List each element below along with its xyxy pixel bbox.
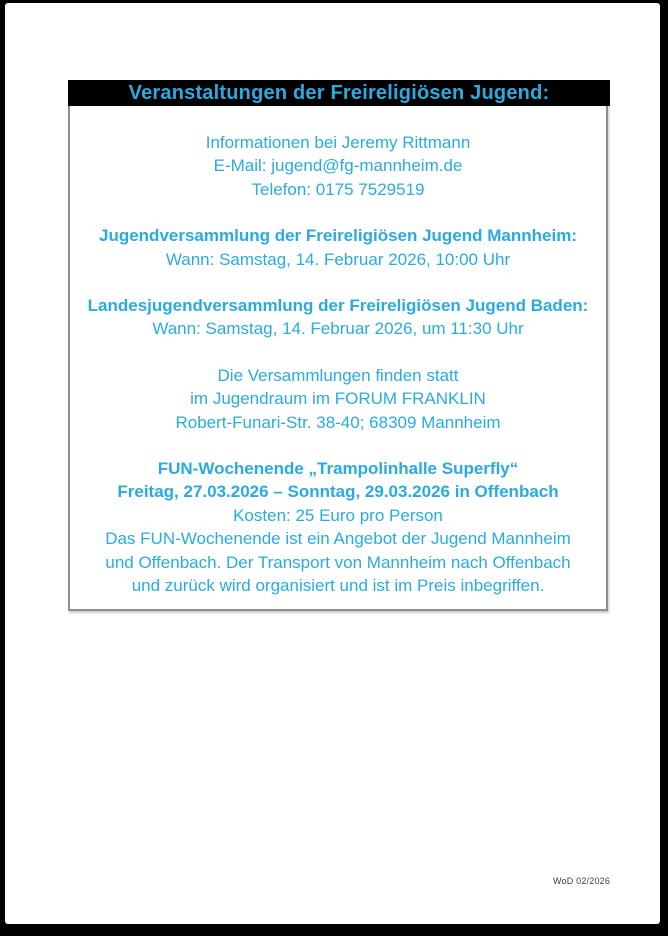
fun-weekend-desc-3: und zurück wird organisiert und ist im Preis inbegriffen. bbox=[131, 576, 545, 596]
mannheim-assembly-section bbox=[70, 224, 606, 271]
venue-section bbox=[70, 364, 606, 434]
contact-email-line: E-Mail: jugend@fg-mannheim.de bbox=[213, 156, 463, 176]
venue-address-line: Robert-Funari-Str. 38-40; 68309 Mannheim bbox=[175, 412, 501, 432]
fun-weekend-heading: FUN-Wochenende „Trampolinhalle Superfly“ bbox=[157, 459, 519, 479]
fun-weekend-section bbox=[70, 457, 606, 597]
document-page bbox=[5, 3, 660, 924]
venue-location-line: im Jugendraum im FORUM FRANKLIN bbox=[190, 389, 486, 409]
baden-assembly-section bbox=[70, 294, 606, 341]
baden-assembly-date: Wann: Samstag, 14. Februar 2026, um 11:30 Uhr bbox=[152, 319, 524, 339]
contact-phone-line: Telefon: 0175 7529519 bbox=[251, 179, 425, 199]
event-header-banner bbox=[68, 80, 610, 106]
mannheim-assembly-date: Wann: Samstag, 14. Februar 2026, 10:00 Uhr bbox=[165, 249, 511, 269]
fun-weekend-dates: Freitag, 27.03.2026 – Sonntag, 29.03.2026 in Offenbach bbox=[117, 482, 559, 502]
event-header-title: Veranstaltungen der Freireligiösen Jugend: bbox=[128, 81, 550, 104]
venue-intro-line: Die Versammlungen finden statt bbox=[217, 365, 459, 385]
document-code: WoD 02/2026 bbox=[553, 876, 611, 886]
contact-info-section bbox=[70, 131, 606, 201]
baden-assembly-heading: Landesjugendversammlung der Freireligiösen Jugend Baden: bbox=[87, 296, 589, 316]
fun-weekend-desc-2: und Offenbach. Der Transport von Mannheim nach Offenbach bbox=[105, 552, 571, 572]
fun-weekend-desc-1: Das FUN-Wochenende ist ein Angebot der Jugend Mannheim bbox=[105, 529, 571, 549]
events-info-box bbox=[68, 102, 608, 611]
fun-weekend-cost: Kosten: 25 Euro pro Person bbox=[233, 505, 443, 525]
contact-name-line: Informationen bei Jeremy Rittmann bbox=[205, 133, 471, 152]
mannheim-assembly-heading: Jugendversammlung der Freireligiösen Jugend Mannheim: bbox=[99, 226, 577, 246]
